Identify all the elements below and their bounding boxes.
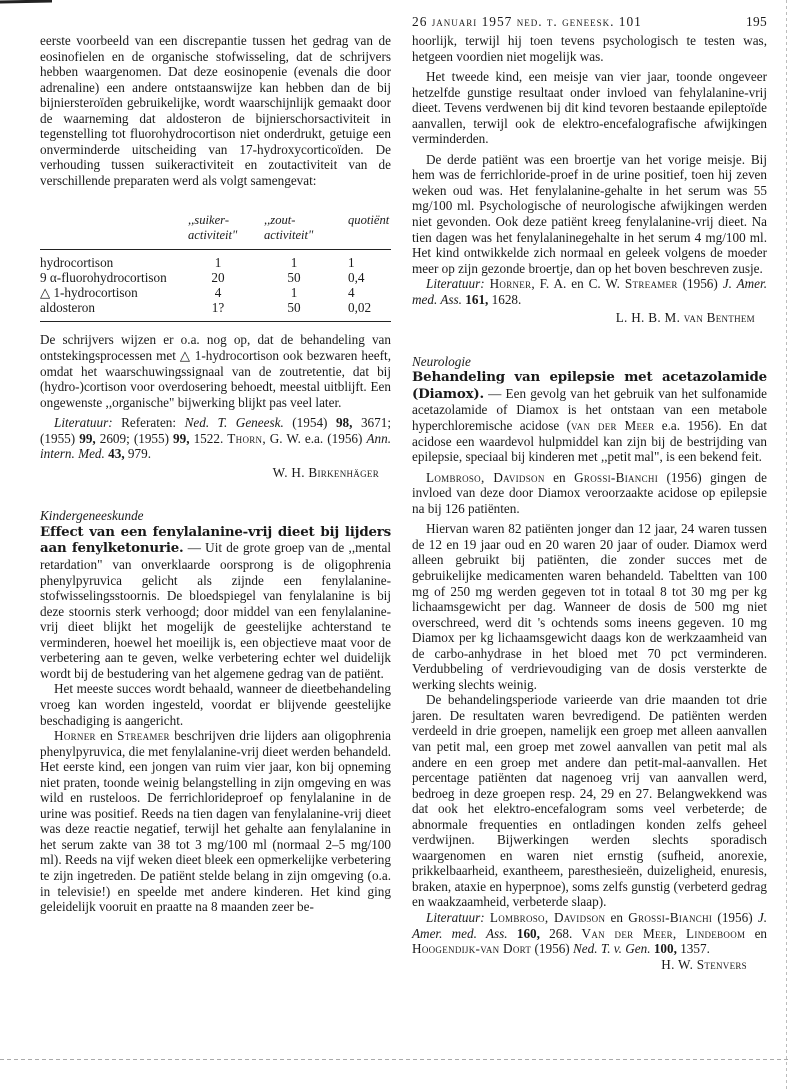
- table-cell: 1?: [180, 300, 256, 322]
- after-table-paragraph: De schrijvers wijzen er o.a. nog op, dat de behandeling van ontstekingsprocessen met △ 1-hydrocortison ook bezwaren heeft, omdat het waarschuwingssignaal van de zoutretentie, dat bij (hydro-)cortison voor overdosering behoedt, meestal uitblijft. Een ongewenste ,,organische" bijwerking blijkt pas veel later.: [40, 332, 391, 410]
- section-rubric-kindergeneeskunde: Kindergeneeskunde: [40, 508, 144, 524]
- table-cell: 1: [214, 255, 222, 271]
- signature-author-2: L. H. B. M. van Benthem: [615, 310, 755, 326]
- table-cell: 50: [287, 270, 301, 286]
- table-row: [40, 285, 391, 300]
- table-header-row: [40, 205, 391, 250]
- table-cell: 4: [214, 285, 222, 301]
- table-cell: △ 1-hydrocortison: [40, 285, 138, 301]
- table-row: [40, 250, 391, 271]
- table-row: [40, 270, 391, 285]
- table-row: [40, 300, 391, 322]
- table-header-empty: [40, 205, 180, 250]
- paragraph-hiervan: Hiervan waren 82 patiënten jonger dan 12 jaar, 24 waren tussen de 12 en 19 jaar oud en 20 waren 20 jaar of ouder. Diamox werd alleen gebruikt bij patiënten, die zonder succes met de gebruikelijke medicamenten waren behandeld. Tabeltten van 100 mg of 250 mg werden gegeven tot in totaal 8 tot 30 mg per kg lichaamsgewicht per dag. Wanneer de dosis de 500 mg niet overschreed, werd dit 's ochtends soms ineens gegeven. 10 mg Diamox per kg lichaamsgewicht daags kon de werkzaamheid van de carbo-anhydrase in het bloed met 70 pct verminderen. Verdubbeling of verdrievoudiging van de dosis versterkte de werking slechts weinig.: [412, 521, 767, 692]
- signature-author-3: H. W. Stenvers: [661, 956, 747, 972]
- table-cell: hydrocortison: [40, 255, 114, 271]
- intro-paragraph: eerste voorbeeld van een discrepantie tussen het gedrag van de eosinofielen en de organische stofwisseling, dat de schrijvers hebben waargenomen. Dat deze eosinopenie (evenals die door adrenaline) een andere ontstaanswijze kan hebben dan de bij bijniersteroïden gebruikelijke, wordt waarschijnlijk gemaakt door de waarneming dat aldosteron de bijnierschorsactiviteit in tegenstelling tot fluorohydrocortison niet onderdrukt, getuige een onverminderde uitscheiding van 17-hydroxycorticoïden. De verhouding tussen suikeractiviteit en zoutactiviteit van de verschillende preparaten werd als volgt samengevat:: [40, 33, 391, 188]
- signature-author-1: W. H. Birkenhäger: [272, 464, 379, 480]
- article-epilepsie-intro: Behandeling van epilepsie met acetazolamide (Diamox). — Een gevolg van het gebruik van het sulfonamide acetazolamide of Diamox is het ontstaan van een metabole hyperchloremische acidose (van der Meer e.a. 1956). En dat acidose een waardevol hulpmiddel kan zijn bij de bestrijding van epilepsie, speciaal bij kinderen met ,,petit mal", is een bekend feit.: [412, 369, 767, 465]
- activity-table: [40, 205, 391, 322]
- table-cell: 4: [348, 285, 355, 301]
- table-cell: aldosteron: [40, 300, 180, 322]
- article-fenylketonurie-para3: Horner en Streamer beschrijven drie lijders aan oligophrenia phenylpyruvica, die met fenylalanine-vrij dieet werden behandeld. Het eerste kind, een jongen van ruim vier jaar, kon bij opneming niet praten, toonde weinig belangstelling in zijn omgeving en was wild en rusteloos. De ferrichlorideproef op fenylalanine in de urine was positief. Reeds na tien dagen van fenylalanine-vrij dieet was deze reactie negatief, terwijl het gehalte aan fenylalanine in het serum zakte van 38 tot 3 mg/100 ml (normaal 2–5 mg/100 ml). Reeds na vijf weken dieet bleek een opmerkelijke verbetering te zijn ingetreden. De patiënt stelde belang in zijn omgeving (o.a. in televisie!) en speelde met andere kinderen. Het kind ging geleidelijk vooruit en praatte na 8 maanden zeer be-: [40, 728, 391, 915]
- article-fenylketonurie-intro: Effect van een fenylalanine-vrij dieet bij lijders aan fenylketonurie. — Uit de grote groep van de ,,mental retardation" van onverklaarde oorsprong is de oligophrenia phenylpyruvica gelicht als zijnde een fenylalanine-stofwisselingsstoornis. De bloedspiegel van fenylalanine is bij deze stoornis sterk verhoogd; door middel van een fenylalanine-vrij dieet blijkt het mogelijk de geestelijke achterstand te verminderen, hoewel het moeilijk is, een objectieve maat voor de verbetering aan te geven, welke verbetering echter wel duidelijk wordt bij de bestudering van het algemene gedrag van de patiënt.: [40, 523, 392, 681]
- page-number: 195: [746, 14, 767, 29]
- table-cell: 0,4: [348, 270, 365, 286]
- page-edge-line: [786, 0, 787, 1092]
- right-column: [412, 33, 767, 972]
- paragraph-derde-patient: De derde patiënt was een broertje van het vorige meisje. Bij hem was de ferrichloride-proef in de urine positief, toen hij zeven weken oud was. Het fenylalanine-gehalte in het serum was 55 mg/100 ml. Psychologische of neurologische afwijkingen werden niet gevonden. Ook deze patiënt kreeg fenylalanine-vrij dieet. Na tien dagen was het fenylalaninegehalte in het serum 4 mg/100 ml. Het kind ontwikkelde zich normaal en geleek volgens de moeder meer op zijn gezonde broertje, dan op het boven beschreven zusje.: [412, 151, 767, 276]
- table-cell: 50: [256, 300, 332, 322]
- table-cell: 9 α-fluorohydrocortison: [40, 270, 167, 286]
- paragraph-behandelingsperiode: De behandelingsperiode varieerde van drie maanden tot drie jaren. De resultaten waren bevredigend. De patiënten werden verdeeld in drie groepen, namelijk een groep met alleen aanvallen van petit mal, een groep met zowel aanvallen van petit mal als andere en een groep met andere dan petit-mal-aanvallen. Het percentage patiënten dat nagenoeg vrij van aanvallen werd, bedroeg in deze groepen resp. 24, 29 en 27. Belangwekkend was dat ook het elektro-encefalogram soms veel verbeterde; de abnormale frequenties en ontladingen konden zelfs geheel verdwijnen. Bijwerkingen werden slechts sporadisch waargenomen en waren niet ernstig (sufheid, anorexie, prikkelbaarheid, exantheem, paresthesieën, duizeligheid, enuresis, braken, ataxie en hyperpnoe), soms zelfs gunstig (verbeterd gedrag en waakzaamheid, verbeterde slaap).: [412, 692, 767, 910]
- scan-artifact-mark: [0, 0, 52, 3]
- scan-bottom-edge: [0, 1059, 790, 1060]
- continued-paragraph: hoorlijk, terwijl hij toen tevens psychologisch te testen was, hetgeen voordien niet mogelijk was.: [412, 33, 767, 64]
- table-header-suiker: ,,suiker- activiteit": [180, 205, 256, 250]
- article-title-epilepsie: Behandeling van epilepsie met acetazolamide (Diamox).: [412, 369, 767, 402]
- table-cell: 0,02: [332, 300, 391, 322]
- table-cell: 1: [290, 255, 298, 271]
- table-header-quotient: quotiënt: [332, 205, 391, 250]
- running-header: [412, 14, 767, 30]
- left-column: [40, 33, 391, 915]
- header-date-journal: 26 januari 1957 ned. t. geneesk. 101: [412, 14, 642, 29]
- paragraph-tweede-kind: Het tweede kind, een meisje van vier jaar, toonde ongeveer hetzelfde gunstige resultaat onder invloed van fehylalanine-vrij dieet. Tevens verdwenen bij dit kind tevoren bestaande epileptoïde aanvallen, terwijl ook de elektro-encefalografische afwijkingen verminderden.: [412, 69, 767, 147]
- literature-reference-1: Literatuur: Referaten: Ned. T. Geneesk. (1954) 98, 3671; (1955) 99, 2609; (1955) 99, 1522. Thorn, G. W. e.a. (1956) Ann. intern. Med. 43, 979.: [40, 415, 392, 462]
- table-cell: 1: [290, 285, 298, 301]
- article-fenylketonurie-para2: Het meeste succes wordt behaald, wanneer de dieetbehandeling vroeg kan worden ingesteld, voordat er blijvende geestelijke beschadiging is aangericht.: [40, 681, 391, 728]
- table-header-zout: ,,zout- activiteit": [256, 205, 332, 250]
- literature-reference-2: Literatuur: Horner, F. A. en C. W. Streamer (1956) J. Amer. med. Ass. 161, 1628.: [412, 276, 767, 307]
- section-rubric-neurologie: Neurologie: [412, 353, 471, 369]
- article-title-fenylketonurie: Effect van een fenylalanine-vrij dieet bij lijders aan fenylketonurie.: [40, 523, 391, 557]
- literature-reference-3: Literatuur: Lombroso, Davidson en Grossi-Bianchi (1956) J. Amer. med. Ass. 160, 268. Van der Meer, Lindeboom en Hoogendijk-van Dort (1956) Ned. T. v. Gen. 100, 1357.: [412, 909, 768, 957]
- paragraph-lombroso: Lombroso, Davidson en Grossi-Bianchi (1956) gingen de invloed van deze door Diamox veroorzaakte acidose op epilepsie na bij 126 patiënten.: [412, 469, 768, 516]
- table-cell: 20: [211, 270, 225, 286]
- table-cell: 1: [348, 255, 355, 271]
